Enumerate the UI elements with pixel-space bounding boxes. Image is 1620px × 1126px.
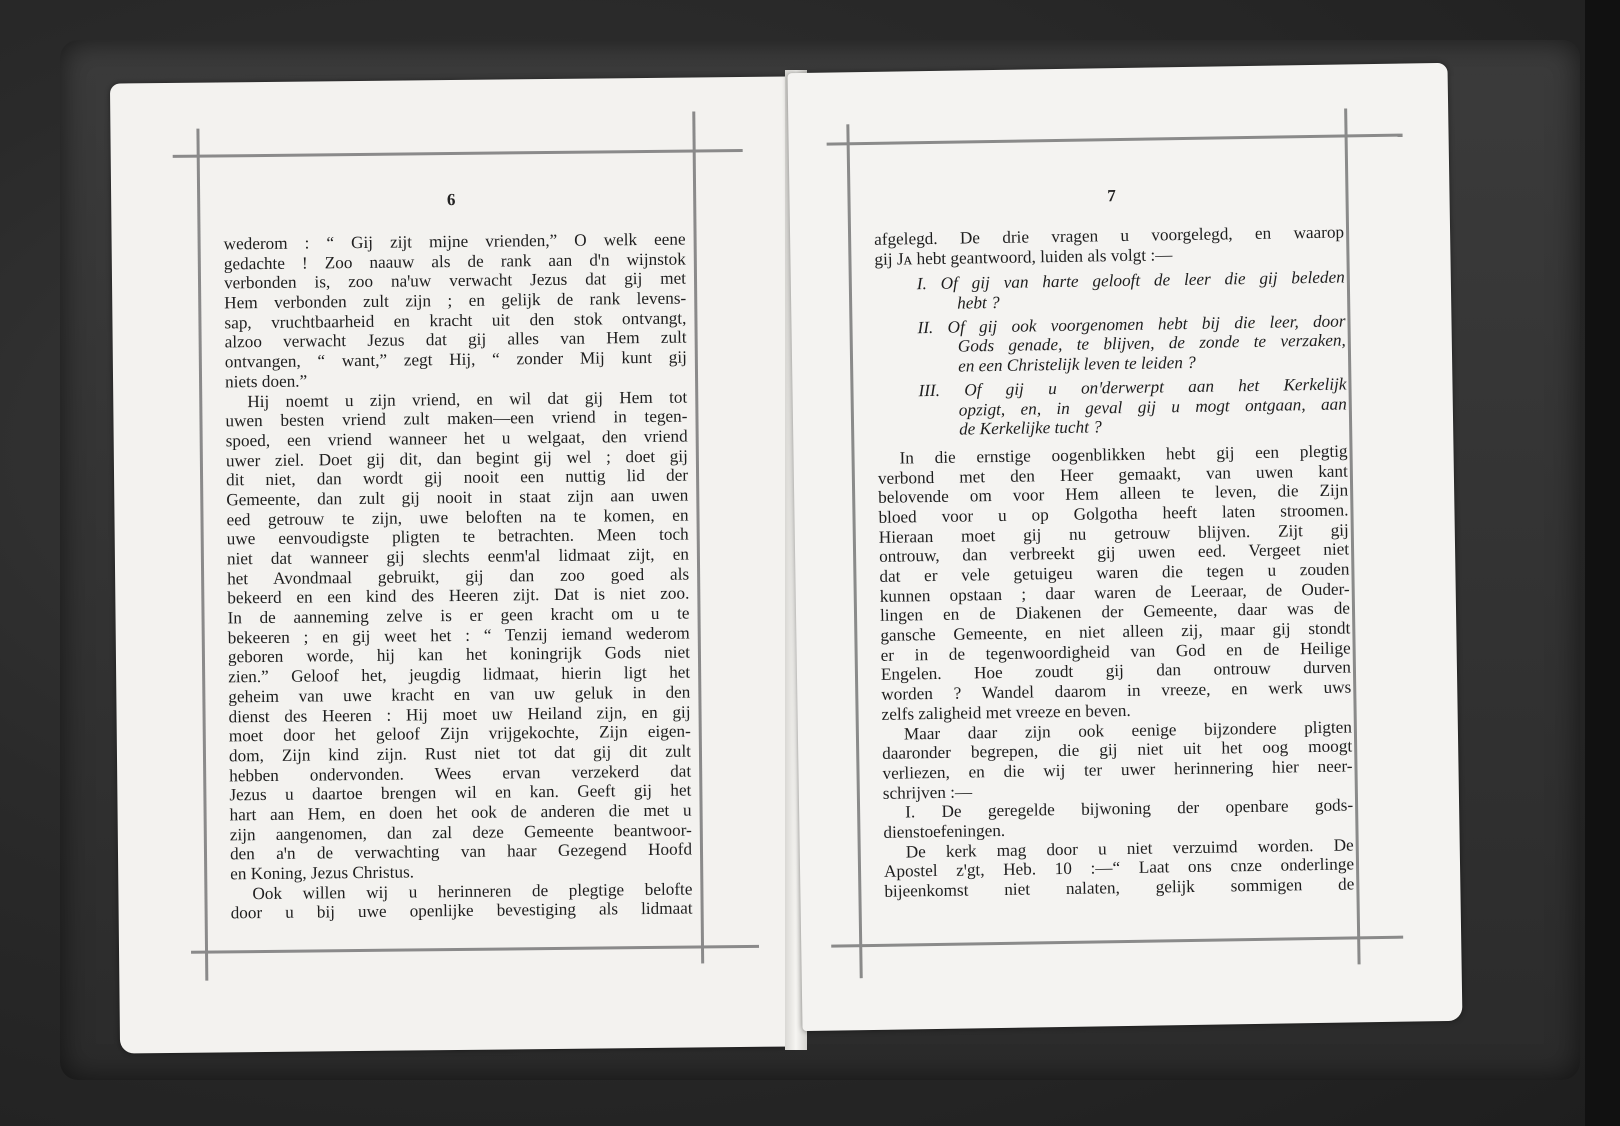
text-line: In de aanneming zelve is er geen kracht om u te (227, 603, 690, 628)
question-item (917, 311, 1346, 377)
page-number: 7 (1107, 186, 1116, 206)
text-line: zijn aangenomen, dan zal deze Gemeente beantwoor- (229, 820, 692, 844)
frame-top-rule (827, 134, 1403, 146)
left-page-text (224, 230, 693, 924)
text-line: niets doen.” (224, 371, 308, 392)
text-line: wederom : “ Gij zijt mijne vrienden,” O welk eene (223, 229, 686, 254)
text-line: verbond met den Heer gemaakt, van uwen kant (877, 461, 1348, 488)
right-page-text (874, 223, 1354, 902)
text-line: In die ernstige oogenblikken hebt gij een plegtig (899, 441, 1348, 468)
text-line: De kerk mag door u niet verzuimd worden. De (905, 835, 1354, 862)
text-line: bekeerd en een kind des Heeren zijt. Dat is niet zoo. (227, 583, 690, 608)
text-line: zelfs zaligheid met vreeze en beven. (881, 700, 1131, 724)
text-line: worden ? Wandel daarom in vreeze, en werk uws (881, 677, 1352, 704)
frame-bottom-rule (191, 945, 759, 954)
text-line: bijeenkomst niet nalaten, gelijk sommigen de (884, 874, 1355, 901)
text-line: spoed, een vriend wanneer het u welgaat, den vriend (225, 426, 688, 451)
frame-left-rule (846, 124, 862, 978)
text-line: eed getrouw te zijn, uwe beloften na te komen, en (226, 505, 689, 530)
question-line: en een Christelijk leven te leiden ? (957, 352, 1196, 376)
frame-left-rule (196, 129, 208, 981)
text-line: dienstoefeningen. (883, 820, 1006, 842)
text-line: afgelegd. De drie vragen u voorgelegd, en waarop (873, 222, 1345, 249)
text-line: alzoo verwacht Jezus dat gij alles van Hem zult (224, 327, 687, 352)
left-page (110, 76, 800, 1053)
text-line: uwe eenvoudigste pligten te betrachten. Meen toch (226, 524, 689, 549)
text-line: Jezus u daartoe brengen wil en kan. Geeft gij het (229, 780, 692, 805)
binder-edge (1585, 0, 1620, 1126)
text-line: bekeeren ; en gij weet het : “ Tenzij iemand wederom (227, 623, 690, 648)
text-line: Hij noemt u zijn vriend, en wil dat gij Hem tot (247, 387, 688, 411)
text-line: door u bij uwe openlijke bevestiging als lidmaat (230, 898, 693, 923)
text-line: Hem verbonden zult zijn ; en gelijk de rank levens- (224, 288, 687, 313)
right-page (788, 63, 1463, 1031)
text-line: Hieraan moet gij nu getrouw blijven. Zijt gij (878, 520, 1349, 547)
text-line: dom, Zijn kind zijn. Rust niet tot dat gij dit zult (228, 741, 692, 766)
text-line: sap, vruchtbaarheid en kracht uit den stok ontvangt, (224, 308, 687, 333)
question-line: I. Of gij van harte gelooft de leer die gij beleden (916, 267, 1345, 294)
text-line: verliezen, en die wij ter uwer herinnering hier neer- (882, 756, 1353, 783)
text-line: hart aan Hem, en doen het ook de anderen die met u (229, 800, 692, 825)
text-line: Ook willen wij u herinneren de plegtige belofte (252, 879, 693, 903)
text-line: Engelen. Hoe zoudt gij dan ontrouw durven (880, 657, 1352, 685)
page-number: 6 (446, 189, 456, 210)
question-item (918, 374, 1347, 440)
text-line: en Koning, Jezus Christus. (230, 862, 415, 884)
text-line: zien.” Geloof het, jeugdig lidmaat, hierin ligt het (228, 662, 691, 687)
text-line: gij Jᴀ hebt geantwoord, luiden als volgt :— (874, 244, 1173, 269)
text-line: het Avondmaal gebruikt, gij dan zoo goed als (227, 564, 690, 589)
text-line: daaronder begrepen, die gij niet uit het oog moogt (882, 736, 1353, 764)
text-line: Apostel zꞌgt, Heb. 10 :—“ Laat ons cnze onderlinge (883, 854, 1355, 882)
text-line: geboren worde, hij kan het koningrijk Gods niet (227, 642, 691, 667)
text-line: Maar daar zijn ook eenige bijzondere pligten (903, 716, 1352, 743)
question-line: opzigt, en, in geval gij u mogt ontgaan, aan (958, 394, 1347, 420)
frame-bottom-rule (831, 936, 1403, 948)
text-line: gedachte ! Zoo naauw als de rank aan dꞌn wijnstok (223, 249, 686, 274)
question-line: Gods genade, te blijven, de zonde te verzaken, (957, 330, 1346, 357)
question-line: III. Of gij u onꞌderwerpt aan het Kerkelijk (918, 374, 1347, 401)
text-line: ontvangen, “ want,” zegt Hij, “ zonder Mij kunt gij (224, 347, 687, 372)
text-line: hebben ondervonden. Wees ervan verzekerd dat (229, 761, 692, 785)
text-line: verbonden is, zoo naꞌuw verwacht Jezus dat gij met (223, 268, 687, 293)
text-line: geheim van uwe kracht en van uw geluk in den (228, 682, 691, 707)
text-line: dat er vele getuigeu waren die tegen u zouden (879, 559, 1350, 586)
text-line: niet dat wanneer gij slechts eenmꞌal lidmaat zijt, en (226, 544, 689, 569)
question-item (917, 268, 1346, 314)
text-line: den aꞌn de verwachting van haar Gezegend Hoofd (229, 839, 693, 864)
text-line: ontrouw, dan verbreekt gij uwen eed. Vergeet niet (878, 539, 1350, 567)
text-line: kunnen opstaan ; daar waren de Leeraar, de Ouder- (879, 579, 1350, 606)
question-line: II. Of gij ook voorgenomen hebt bij die leer, door (917, 311, 1346, 337)
question-line: de Kerkelijke tucht ? (958, 417, 1102, 439)
text-line: bloed voor u op Golgotha heeft laten stroomen. (878, 500, 1349, 527)
text-line: belovende om voor Hem alleen te leven, die Zijn (878, 480, 1349, 508)
frame-top-rule (173, 149, 743, 158)
question-line: hebt ? (957, 293, 1000, 313)
text-line: I. De geregelde bijwoning der openbare gods- (904, 795, 1354, 822)
frame-right-rule (692, 111, 704, 963)
text-line: Gemeente, dan zult gij nooit in staat zijn aan uwen (226, 485, 689, 510)
text-line: er in de tegenwoordigheid van God en de Heilige (880, 638, 1351, 665)
question-list (917, 268, 1348, 440)
text-line: dit niet, dan wordt gij nooit een nuttig lid der (225, 465, 689, 490)
text-line: gansche Gemeente, en niet alleen zij, maar gij stondt (880, 618, 1351, 645)
text-line: moet door het geloof Zijn vrijgekochte, Zijn eigen- (228, 721, 691, 746)
text-line: uwer ziel. Doet gij dit, dan begint gij wel ; doet gij (225, 446, 688, 470)
text-line: dienst des Heeren : Hij moet uw Heiland zijn, en gij (228, 702, 691, 726)
text-line: uwen besten vriend zult maken—een vriend in tegen- (225, 406, 688, 431)
text-line: schrijven :— (882, 781, 973, 803)
text-line: lingen en de Diakenen der Gemeente, daar was de (879, 598, 1351, 626)
